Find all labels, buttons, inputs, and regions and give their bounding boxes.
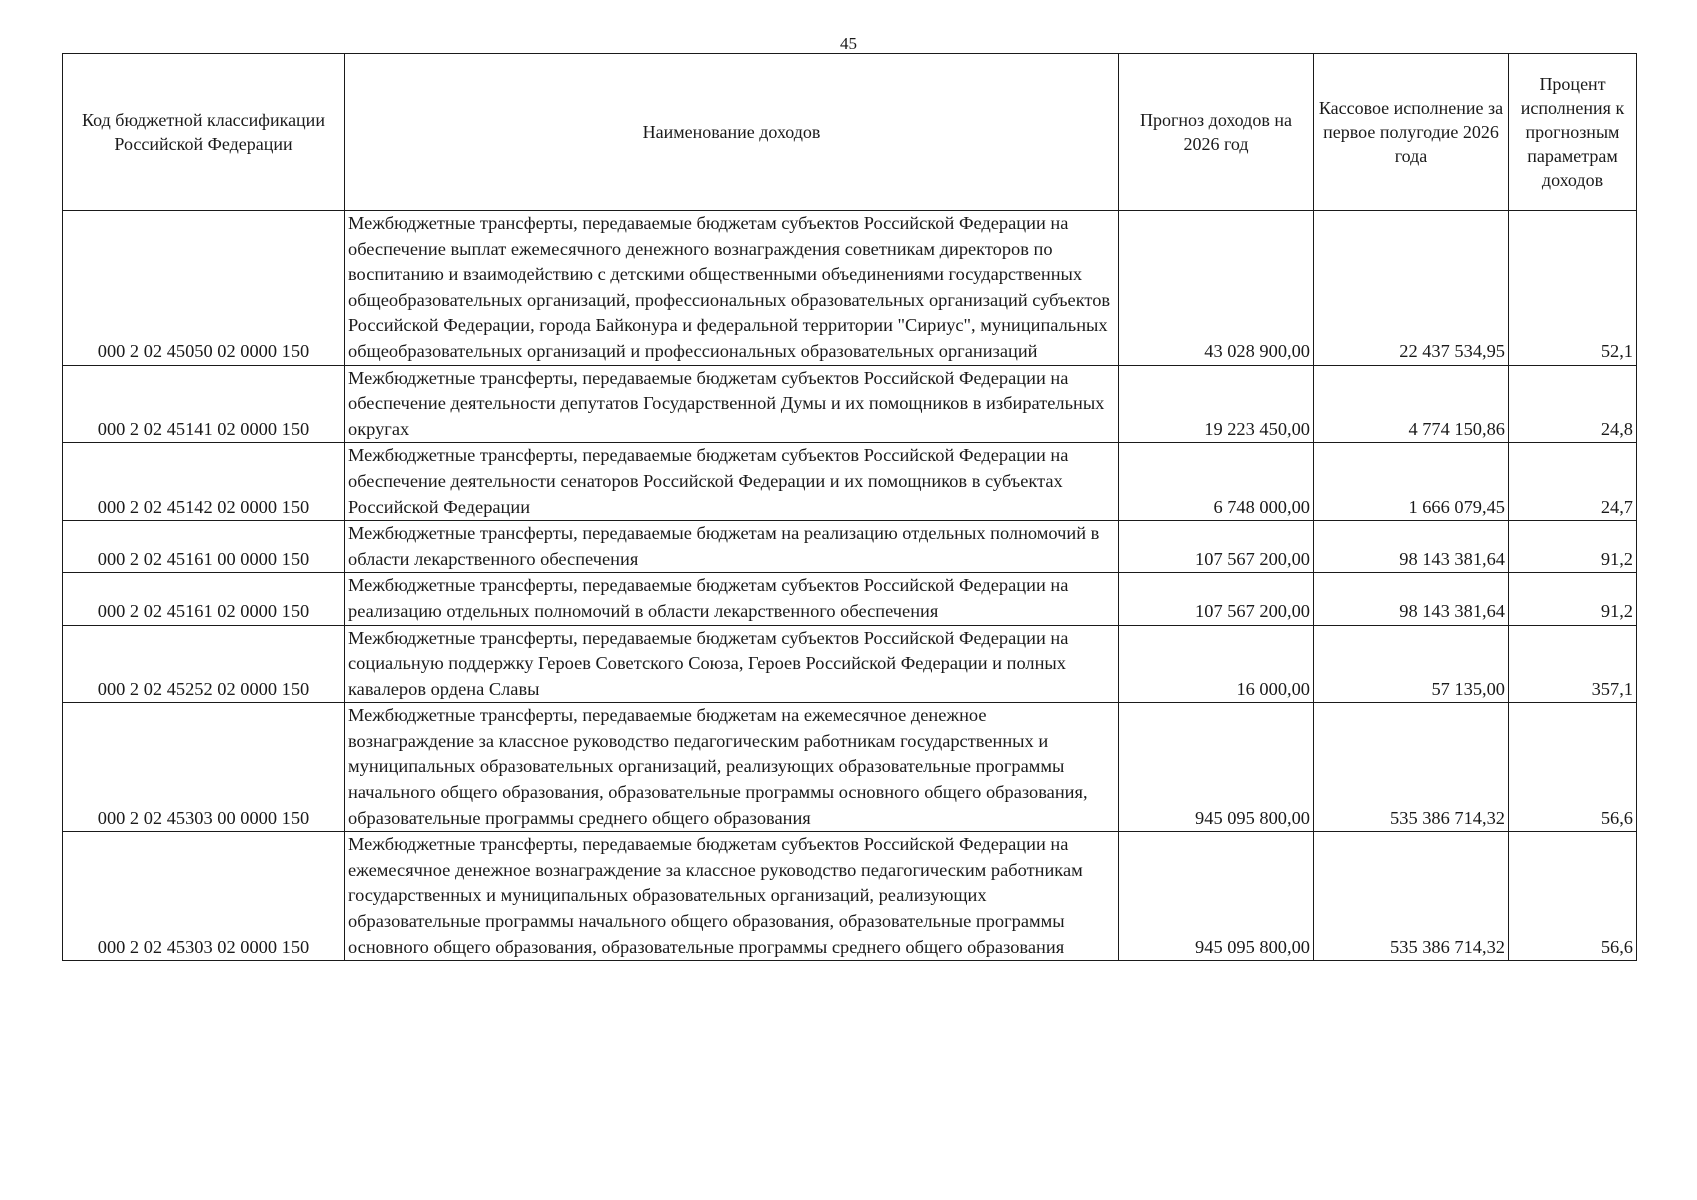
row-cash: 98 143 381,64: [1314, 573, 1509, 625]
row-code: 000 2 02 45141 02 0000 150: [63, 365, 345, 443]
row-name: Межбюджетные трансферты, передаваемые бюджетам на реализацию отдельных полномочий в области лекарственного обеспечения: [345, 521, 1119, 573]
row-forecast: 107 567 200,00: [1119, 573, 1314, 625]
row-percent: 91,2: [1509, 573, 1637, 625]
row-name: Межбюджетные трансферты, передаваемые бюджетам субъектов Российской Федерации на обеспечение выплат ежемесячного денежного вознаграждения советникам директоров по воспитанию и взаимодействию с детскими общественными объединениями государственных общеобразовательных организаций, профессиональных образовательных организаций субъектов Российской Федерации, города Байконура и федеральной территории "Сириус", муниципальных общеобразовательных организаций и профессиональных образовательных организаций: [345, 211, 1119, 366]
row-forecast: 945 095 800,00: [1119, 832, 1314, 961]
row-forecast: 945 095 800,00: [1119, 703, 1314, 832]
table-row: [63, 443, 1637, 521]
row-percent: 24,7: [1509, 443, 1637, 521]
header-code: Код бюджетной классификации Российской Федерации: [63, 54, 345, 211]
income-table: [62, 53, 1637, 961]
row-forecast: 19 223 450,00: [1119, 365, 1314, 443]
table-row: [63, 573, 1637, 625]
page-number: 45: [840, 34, 857, 53]
table-header-row: [63, 54, 1637, 211]
row-code: 000 2 02 45142 02 0000 150: [63, 443, 345, 521]
table-row: [63, 211, 1637, 366]
row-code: 000 2 02 45252 02 0000 150: [63, 625, 345, 703]
row-cash: 535 386 714,32: [1314, 832, 1509, 961]
row-forecast: 6 748 000,00: [1119, 443, 1314, 521]
row-cash: 57 135,00: [1314, 625, 1509, 703]
row-percent: 56,6: [1509, 703, 1637, 832]
row-name: Межбюджетные трансферты, передаваемые бюджетам субъектов Российской Федерации на обеспечение деятельности депутатов Государственной Думы и их помощников в избирательных округах: [345, 365, 1119, 443]
row-name: Межбюджетные трансферты, передаваемые бюджетам субъектов Российской Федерации на обеспечение деятельности сенаторов Российской Федерации и их помощников в субъектах Российской Федерации: [345, 443, 1119, 521]
row-percent: 52,1: [1509, 211, 1637, 366]
table-row: [63, 703, 1637, 832]
header-name: Наименование доходов: [345, 54, 1119, 211]
row-percent: 24,8: [1509, 365, 1637, 443]
row-cash: 98 143 381,64: [1314, 521, 1509, 573]
table-row: [63, 832, 1637, 961]
row-name: Межбюджетные трансферты, передаваемые бюджетам на ежемесячное денежное вознаграждение за классное руководство педагогическим работникам государственных и муниципальных образовательных организаций, реализующих образовательные программы начального общего образования, образовательные программы основного общего образования, образовательные программы среднего общего образования: [345, 703, 1119, 832]
row-cash: 4 774 150,86: [1314, 365, 1509, 443]
row-code: 000 2 02 45161 00 0000 150: [63, 521, 345, 573]
header-cash: Кассовое исполнение за первое полугодие 2026 года: [1314, 54, 1509, 211]
table-row: [63, 521, 1637, 573]
header-percent: Процент исполнения к прогнозным параметрам доходов: [1509, 54, 1637, 211]
row-cash: 1 666 079,45: [1314, 443, 1509, 521]
row-code: 000 2 02 45303 02 0000 150: [63, 832, 345, 961]
header-forecast: Прогноз доходов на 2026 год: [1119, 54, 1314, 211]
row-name: Межбюджетные трансферты, передаваемые бюджетам субъектов Российской Федерации на социальную поддержку Героев Советского Союза, Героев Российской Федерации и полных кавалеров ордена Славы: [345, 625, 1119, 703]
row-percent: 91,2: [1509, 521, 1637, 573]
row-percent: 357,1: [1509, 625, 1637, 703]
row-forecast: 43 028 900,00: [1119, 211, 1314, 366]
row-name: Межбюджетные трансферты, передаваемые бюджетам субъектов Российской Федерации на ежемесячное денежное вознаграждение за классное руководство педагогическим работникам государственных и муниципальных образовательных организаций, реализующих образовательные программы начального общего образования, образовательные программы основного общего образования, образовательные программы среднего общего образования: [345, 832, 1119, 961]
row-code: 000 2 02 45050 02 0000 150: [63, 211, 345, 366]
table-row: [63, 365, 1637, 443]
row-cash: 22 437 534,95: [1314, 211, 1509, 366]
row-cash: 535 386 714,32: [1314, 703, 1509, 832]
row-percent: 56,6: [1509, 832, 1637, 961]
row-forecast: 107 567 200,00: [1119, 521, 1314, 573]
row-code: 000 2 02 45161 02 0000 150: [63, 573, 345, 625]
row-name: Межбюджетные трансферты, передаваемые бюджетам субъектов Российской Федерации на реализацию отдельных полномочий в области лекарственного обеспечения: [345, 573, 1119, 625]
row-forecast: 16 000,00: [1119, 625, 1314, 703]
row-code: 000 2 02 45303 00 0000 150: [63, 703, 345, 832]
table-row: [63, 625, 1637, 703]
